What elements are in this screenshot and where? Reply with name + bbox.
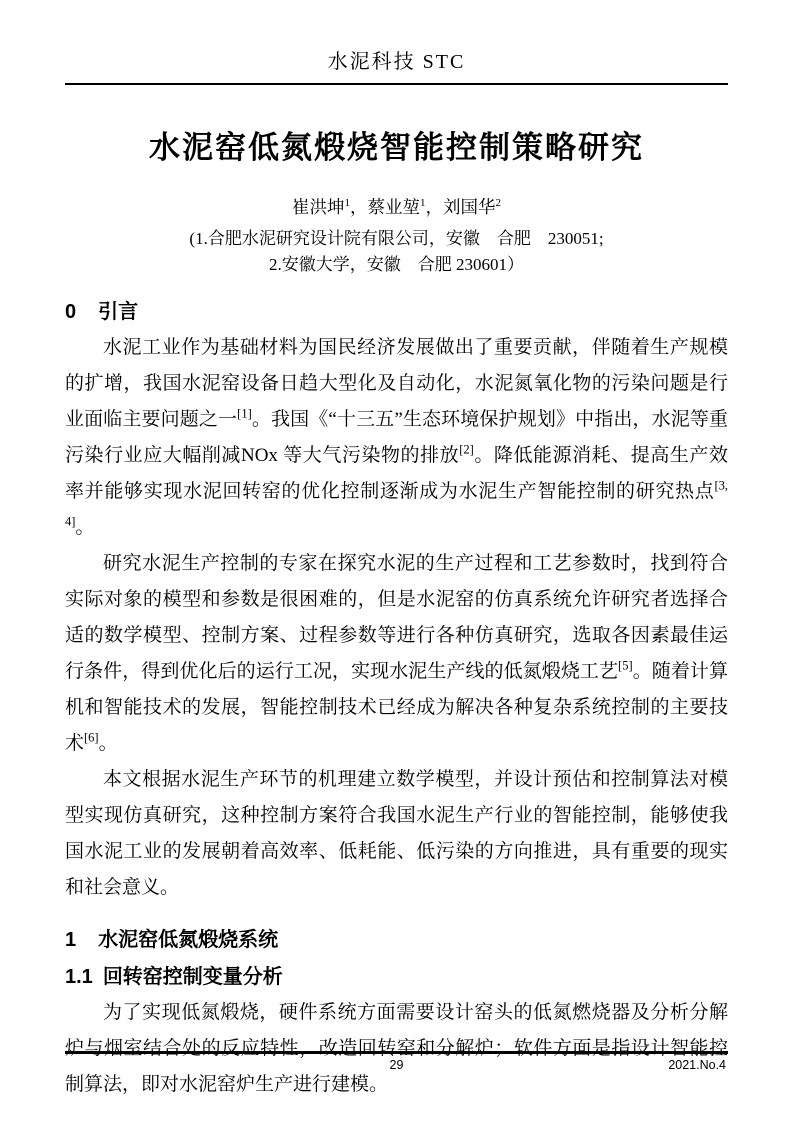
citation-ref: [2]: [459, 442, 474, 457]
section-number: 0: [65, 300, 77, 323]
header-rule: [65, 83, 728, 85]
paragraph: [65, 330, 728, 546]
paragraph-text: 水泥工业作为基础材料为国民经济发展做出了重要贡献，伴随着生产规模的扩增，我国水泥窑设备日趋大型化及自动化，水泥氮氧化物的污染问题是行业面临主要问题之一: [65, 336, 728, 430]
footer-row: [65, 1054, 728, 1076]
author-line: [65, 192, 728, 218]
affiliations: [65, 226, 728, 278]
paragraph: 为了实现低氮煅烧，硬件系统方面需要设计窑头的低氮燃烧器及分析分解炉与烟室结合处的反应特性，改造回转窑和分解炉；软件方面是指设计智能控制算法，即对水泥窑炉生产进行建模。: [65, 1001, 728, 1095]
section-number: 1.1: [65, 965, 93, 988]
paragraph-text: 。降低能源消耗、提高生产效率并能够实现水泥回转窑的优化控制逐渐成为水泥生产智能控制的研究热点: [65, 444, 728, 502]
paper-title: 水泥窑低氮煅烧智能控制策略研究: [149, 130, 644, 165]
section-number: 1: [65, 928, 77, 951]
author-affiliation-mark: 1: [344, 197, 350, 209]
citation-ref: [1]: [237, 406, 252, 421]
paragraph-text: 。: [75, 516, 95, 538]
paragraph-text: 。: [98, 732, 118, 754]
author-affiliation-mark: 1: [420, 197, 426, 209]
section-heading-1: [65, 922, 728, 958]
paragraph: 本文根据水泥生产环节的机理建立数学模型，并设计预估和控制算法对模型实现仿真研究，这种控制方案符合我国水泥生产行业的智能控制，能够使我国水泥工业的发展朝着高效率、低耗能、低污染的方向推进，具有重要的现实和社会意义。: [65, 768, 728, 898]
page-number: 29: [389, 1058, 404, 1072]
section-title: 水泥窑低氮煅烧系统: [98, 928, 279, 951]
paragraph-text: 。随着计算机和智能技术的发展，智能控制技术已经成为解决各种复杂系统控制的主要技术: [65, 660, 728, 754]
issue-label: 2021.No.4: [668, 1058, 726, 1072]
author-separator: ，: [425, 196, 443, 217]
section-heading-1-1: [65, 959, 728, 995]
section-heading-intro: [65, 294, 728, 330]
author-name: 崔洪坤: [292, 196, 345, 217]
paragraph: [65, 546, 728, 762]
page-footer: [65, 1051, 728, 1076]
citation-ref: [3, 4]: [65, 478, 728, 529]
section-title: 回转窑控制变量分析: [102, 965, 283, 988]
paragraph-text: 。我国《“十三五”生态环境保护规划》中指出，水泥等重污染行业应大幅削减NOx 等大气污染物的排放: [65, 408, 728, 466]
affiliation-line: 2.安徽大学，安徽 合肥 230601）: [269, 254, 524, 274]
author-affiliation-mark: 2: [495, 197, 501, 209]
paragraph-text: 研究水泥生产控制的专家在探究水泥的生产过程和工艺参数时，找到符合实际对象的模型和参数是很困难的，但是水泥窑的仿真系统允许研究者选择合适的数学模型、控制方案、过程参数等进行各种仿真研究，选取各因素最佳运行条件，得到优化后的运行工况，实现水泥生产线的低氮煅烧工艺: [65, 552, 728, 682]
section-title: 引言: [98, 300, 139, 323]
journal-title: 水泥科技 STC: [327, 51, 466, 73]
author-separator: ，: [350, 196, 368, 217]
author-name: 刘国华: [443, 196, 496, 217]
citation-ref: [5]: [618, 658, 633, 673]
affiliation-line: (1.合肥水泥研究设计院有限公司，安徽 合肥 230051;: [189, 228, 604, 248]
author-name: 蔡业堃: [367, 196, 420, 217]
citation-ref: [6]: [84, 730, 99, 745]
